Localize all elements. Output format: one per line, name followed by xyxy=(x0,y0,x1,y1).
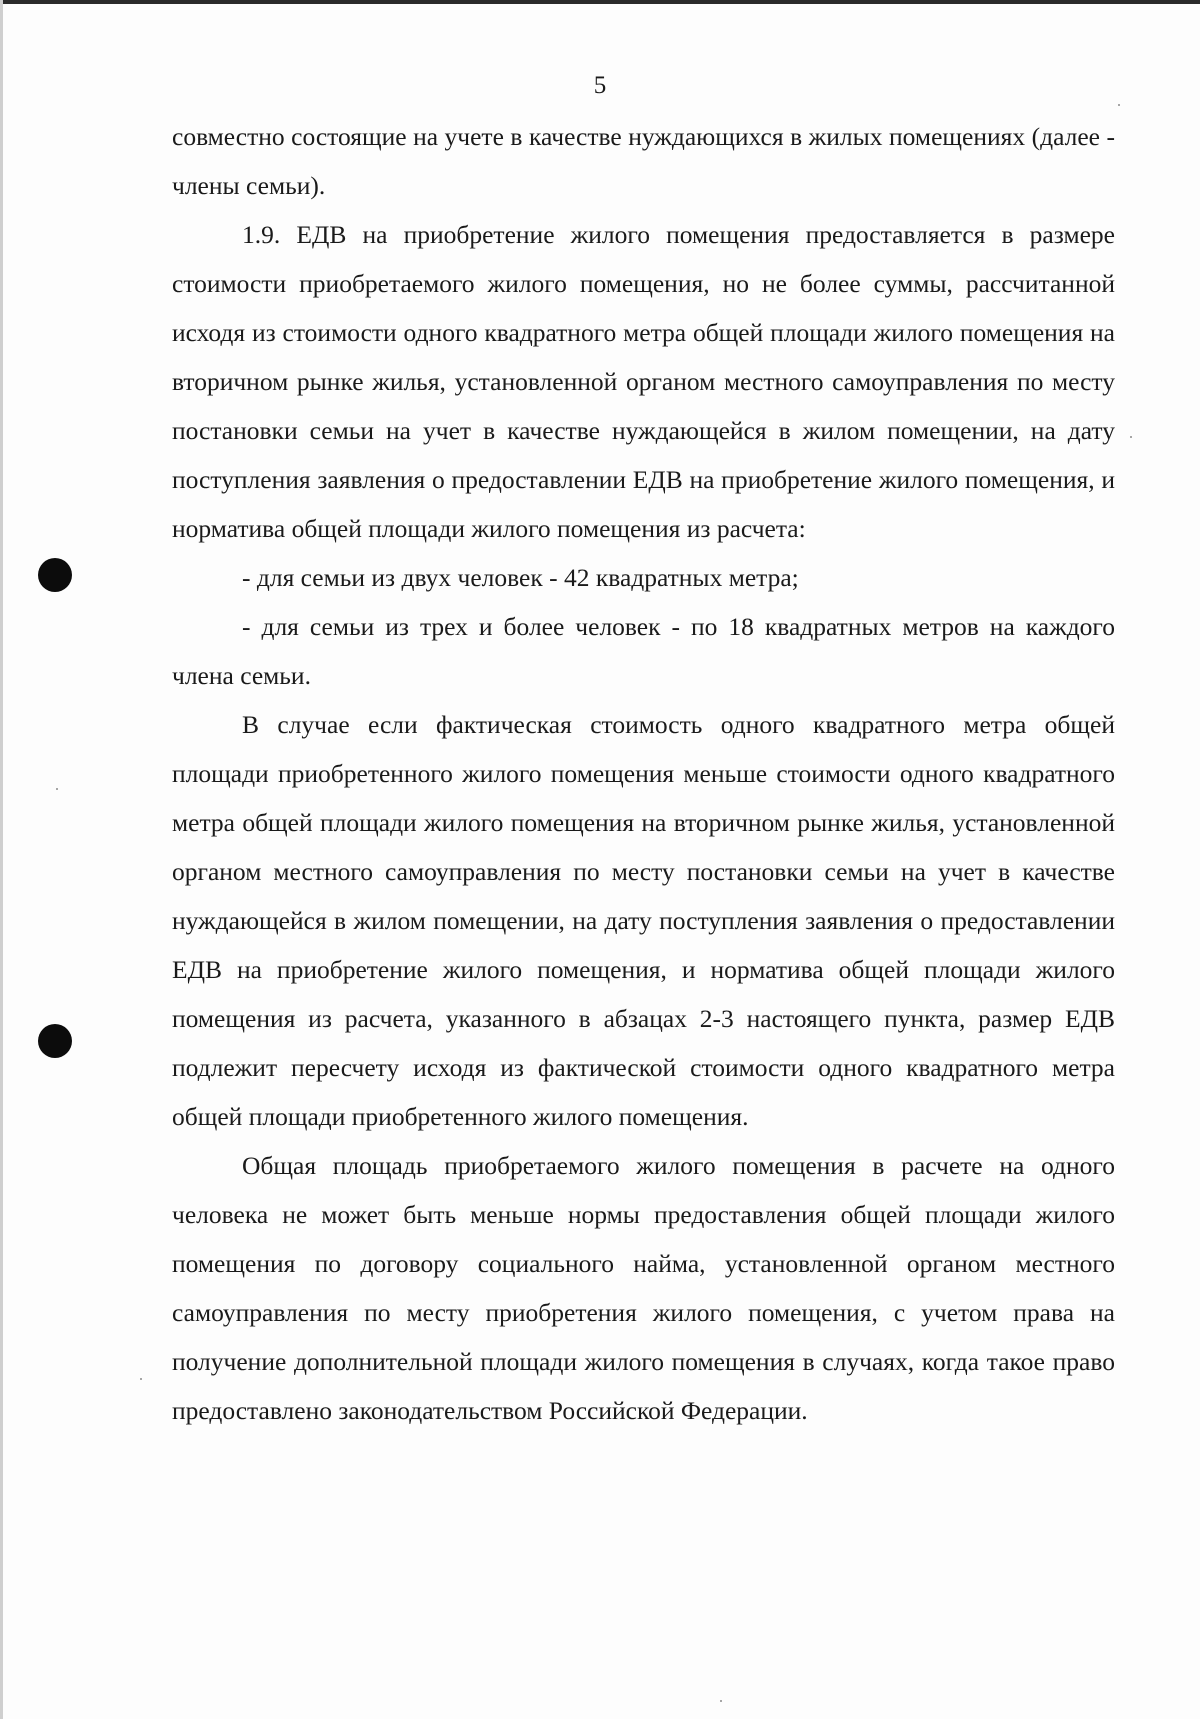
punch-hole-bottom xyxy=(38,1024,72,1058)
scan-speck xyxy=(1118,104,1120,106)
punch-hole-top xyxy=(38,558,72,592)
scan-speck xyxy=(1130,436,1132,438)
scan-top-border xyxy=(0,0,1200,4)
paragraph-1-9: 1.9. ЕДВ на приобретение жилого помещения предоставляется в размере стоимости приобретаемого жилого помещения, но не более суммы, рассчитанной исходя из стоимости одного квадратного метра общей площади жилого помещения на вторичном рынке жилья, установленной органом местного самоуправления по месту постановки семьи на учет в качестве нуждающейся в жилом помещении, на дату поступления заявления о предоставлении ЕДВ на приобретение жилого помещения, и норматива общей площади жилого помещения из расчета: xyxy=(172,220,1115,543)
document-body xyxy=(172,112,1115,1435)
scan-left-edge xyxy=(0,0,3,1719)
scan-speck xyxy=(720,1700,722,1702)
scan-speck xyxy=(140,1378,142,1380)
paragraph-total-area: Общая площадь приобретаемого жилого помещения в расчете на одного человека не может быть меньше нормы предоставления общей площади жилого помещения по договору социального найма, установленной органом местного самоуправления по месту приобретения жилого помещения, с учетом права на получение дополнительной площади жилого помещения в случаях, когда такое право предоставлено законодательством Российской Федерации. xyxy=(172,1151,1115,1425)
scan-speck xyxy=(56,788,58,790)
list-item-two-persons: - для семьи из двух человек - 42 квадратных метра; xyxy=(242,563,799,592)
page-number: 5 xyxy=(593,72,607,99)
paragraph-continuation: совместно состоящие на учете в качестве нуждающихся в жилых помещениях (далее - члены семьи). xyxy=(172,122,1115,200)
paragraph-recalculation: В случае если фактическая стоимость одного квадратного метра общей площади приобретенного жилого помещения меньше стоимости одного квадратного метра общей площади жилого помещения на вторичном рынке жилья, установленной органом местного самоуправления по месту постановки семьи на учет в качестве нуждающейся в жилом помещении, на дату поступления заявления о предоставлении ЕДВ на приобретение жилого помещения, и норматива общей площади жилого помещения из расчета, указанного в абзацах 2-3 настоящего пункта, размер ЕДВ подлежит пересчету исходя из фактической стоимости одного квадратного метра общей площади приобретенного жилого помещения. xyxy=(172,710,1115,1131)
list-item-three-or-more: - для семьи из трех и более человек - по 18 квадратных метров на каждого члена семьи. xyxy=(172,612,1115,690)
